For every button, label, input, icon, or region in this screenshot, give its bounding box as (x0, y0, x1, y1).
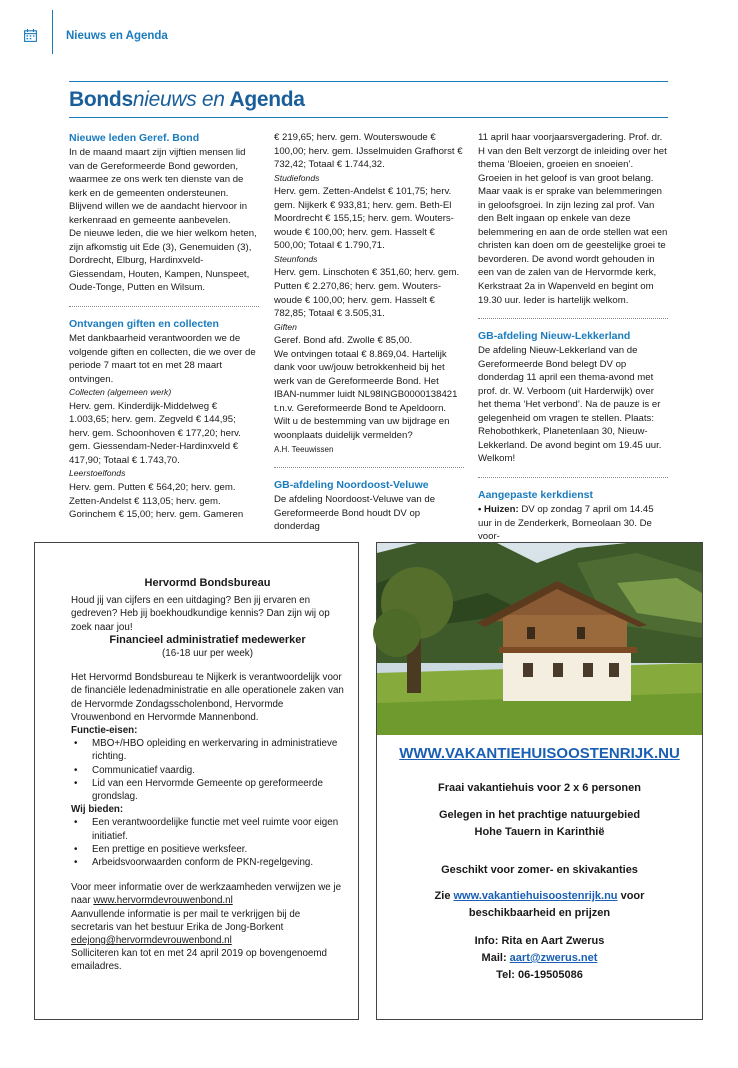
more-info-mail: Aanvullende informatie is per mail te verkrijgen bij de secretaris van het bestuur Erika de Jong-Borkent (71, 908, 301, 933)
paragraph: Herv. gem. Zetten-Andelst € 101,75; herv. gem. Nijkerk € 933,81; herv. gem. Beth-El Moordrecht € 155,15; herv. gem. Wouters-woude € 100,00; herv. gem. Hasselt € 500,00; Totaal € 1.790,71. (274, 186, 454, 252)
ad-line: Gelegen in het prachtige natuurgebied (438, 809, 641, 821)
title-rule-top (69, 81, 668, 82)
contact-line: Mail: aart@zwerus.net (481, 952, 598, 964)
page-title: Bondsnieuws en Agenda (69, 88, 305, 111)
dotted-divider (478, 318, 668, 319)
heading-gifts: Ontvangen giften en collecten (69, 318, 219, 331)
column-3 (478, 131, 668, 543)
subheading: Steunfonds (274, 253, 318, 264)
paragraph: Herv. gem. Kinderdijk-Middelweg € 1.003,65; herv. gem. Zegveld € 144,95; herv. gem. Schoonhoven € 177,20; herv. gem. Giessendam-Neder-Hardinxveld € 417,90; Totaal € 1.743,70. (69, 400, 241, 466)
paragraph: Herv. gem. Linschoten € 351,60; herv. gem. Putten € 2.270,86; herv. gem. Wouters-woude € 100,00; herv. gem. Hasselt € 782,85; Totaal € 3.505,31. (274, 267, 460, 320)
ad-line: Zie www.vakantiehuisoostenrijk.nu voor (434, 890, 645, 902)
ad-intro: Houd jij van cijfers en een uitdaging? Ben jij ervaren en gedreven? Heb jij boekhoudkundige kennis? Dan zijn wij op zoek naar jou! (71, 595, 330, 633)
header-divider (52, 10, 53, 54)
ad-description: Het Hervormd Bondsbureau te Nijkerk is verantwoordelijk voor de financiële ledenadministratie en alle operationele zaken van de Hervormde Zondagsscholenbond, Hervormde Vrouwenbond en Hervormde Mannenbond. (71, 672, 344, 723)
column-2 (274, 131, 464, 532)
title-rule-bottom (69, 117, 668, 118)
offer-heading: Wij bieden: (71, 804, 124, 816)
dotted-divider (69, 306, 259, 307)
ad-title: Hervormd Bondsbureau (144, 577, 271, 589)
paragraph: In de maand maart zijn vijftien mensen lid van de Gereformeerde Bond geworden, waarmee ze ons werk ten dienste van de kerk en de gemeenten ondersteunen. Blijvend willen we de aandacht hiervoor in kerkenraad en gemeente aanbevelen. (69, 147, 248, 226)
contact-line: Info: Rita en Aart Zwerus (474, 935, 605, 947)
page-header (0, 0, 738, 56)
section-title: Nieuws en Agenda (66, 30, 168, 42)
list-item: • Arbeidsvoorwaarden conform de PKN-regelgeving. (71, 856, 344, 869)
requirements-heading: Functie-eisen: (71, 725, 138, 737)
signature: A.H. Teeuwissen (274, 444, 334, 454)
paragraph: We ontvingen totaal € 8.869,04. Hartelijk dank voor uw/jouw betrokkenheid bij het werk van de Gereformeerde Bond. Het IBAN-nummer luidt NL98INGB0000138421 t.n.v. Gereformeerde Bond te Apeldoorn. Wilt u de bestemming van uw bijdrage en woonplaats duidelijk vermelden? (274, 348, 458, 442)
ad-line: beschikbaarheid en prijzen (468, 907, 611, 919)
heading-new-members: Nieuwe leden Geref. Bond (69, 132, 200, 144)
website-link[interactable]: www.hervormdevrouwenbond.nl (93, 895, 233, 907)
paragraph: De afdeling Noordoost-Veluwe van de Gereformeerde Bond houdt DV op donderdag (274, 494, 436, 533)
column-1 (69, 131, 259, 532)
subheading: Leerstoelfonds (69, 468, 126, 479)
ad-line: Hohe Tauern in Karinthië (474, 826, 605, 838)
offer-list (71, 816, 344, 869)
paragraph: De nieuwe leden, die we hier welkom heten, zijn afkomstig uit Ede (3), Genemuiden (3), Dordrecht, Elburg, Hardinxveld-Giessendam, Houten, Kampen, Nunspeet, Oude-Tonge, Putten en Wilsum. (69, 228, 257, 294)
more-info: Voor meer informatie over de werkzaamheden verwijzen we je naar www.hervormdevrouwenbond.nl (71, 882, 342, 907)
heading-nieuw-lekkerland: GB-afdeling Nieuw-Lekkerland (478, 330, 631, 343)
website-link[interactable]: www.vakantiehuisoostenrijk.nu (453, 890, 618, 902)
paragraph: Geref. Bond afd. Zwolle € 85,00. (274, 335, 413, 347)
list-item: • Een prettige en positieve werksfeer. (71, 843, 344, 856)
contact-line: Tel: 06-19505086 (496, 969, 583, 981)
ad-body (377, 780, 702, 984)
heading-aangepaste-kerkdienst: Aangepaste kerkdienst (478, 489, 593, 502)
list-item: • Een verantwoordelijke functie met veel ruimte voor eigen initiatief. (71, 816, 344, 842)
list-item: • MBO+/HBO opleiding en werkervaring in administratieve richting. (71, 737, 344, 763)
job-hours: (16-18 uur per week) (162, 648, 253, 660)
paragraph: De afdeling Nieuw-Lekkerland van de Gereformeerde Bond belegt DV op donderdag 11 april een thema-avond met prof. dr. W. Verboom (uit Harderwijk) over het thema ‘Het verbond’. Na de pauze is er gelegenheid om vragen te stellen. Plaats: Rehobothkerk, Planetenlaan 30, Nieuw-Lekkerland. De avond begint om 19.45 uur. Welkom! (478, 345, 662, 465)
paragraph: € 219,65; herv. gem. Wouterswoude € 100,00; herv. gem. IJsselmuiden Grafhorst € 732,42; Totaal € 1.744,32. (274, 132, 463, 171)
subheading: Giften (274, 321, 297, 332)
paragraph: Met dankbaarheid verantwoorden we de volgende giften en collecten, die we over de periode 7 maart tot en met 28 maart ontvingen. (69, 333, 256, 385)
paragraph: • Huizen: DV op zondag 7 april om 14.45 uur in de Zenderkerk, Borneolaan 30. De voor- (478, 504, 654, 543)
dotted-divider (274, 467, 464, 468)
heading-noordoost-veluwe: GB-afdeling Noordoost-Veluwe (274, 479, 429, 492)
list-item: • Communicatief vaardig. (71, 764, 344, 777)
website-headline-link[interactable]: WWW.VAKANTIEHUISOOSTENRIJK.NU (399, 745, 680, 762)
calendar-icon (24, 29, 37, 42)
subheading: Collecten (algemeen werk) (69, 387, 172, 398)
subheading: Studiefonds (274, 172, 320, 183)
apply-text: Solliciteren kan tot en met 24 april 2019 op bovengenoemd emailadres. (71, 948, 327, 973)
list-item: • Lid van een Hervormde Gemeente op gereformeerde grondslag. (71, 777, 344, 803)
requirements-list (71, 737, 344, 803)
dotted-divider (478, 477, 668, 478)
job-advertisement (34, 542, 359, 1020)
chalet-photo (377, 543, 702, 735)
ad-line: Geschikt voor zomer- en skivakanties (441, 864, 638, 876)
job-title: Financieel administratief medewerker (109, 633, 306, 646)
email-link[interactable]: aart@zwerus.net (509, 952, 598, 964)
ad-line: Fraai vakantiehuis voor 2 x 6 personen (438, 782, 641, 794)
email-link[interactable]: edejong@hervormdevrouwenbond.nl (71, 935, 232, 947)
paragraph: 11 april haar voorjaarsvergadering. Prof. dr. H van den Belt verzorgt de inleiding over het thema ‘Bloeien, groeien en snoeien’. Groeien in het geloof is van groot belang. Maar vaak is er sprake van belemmeringen in geloofsgroei. In zijn lezing zal prof. Van den Belt ingaan op enkele van deze belemmering en aan de orde stellen wat een christen kan doen om de geestelijke groei te bevorderen. De avond wordt gehouden in een van de zalen van de Hervormde kerk, Kerkstraat 2a in Wapenveld en begint om 19.30 uur. Ieder is hartelijk welkom. (478, 132, 668, 306)
paragraph: Herv. gem. Putten € 564,20; herv. gem. Zetten-Andelst € 113,05; herv. gem. Gorinchem € 15,00; herv. gem. Gameren (69, 482, 244, 521)
holiday-home-advertisement (376, 542, 703, 1020)
